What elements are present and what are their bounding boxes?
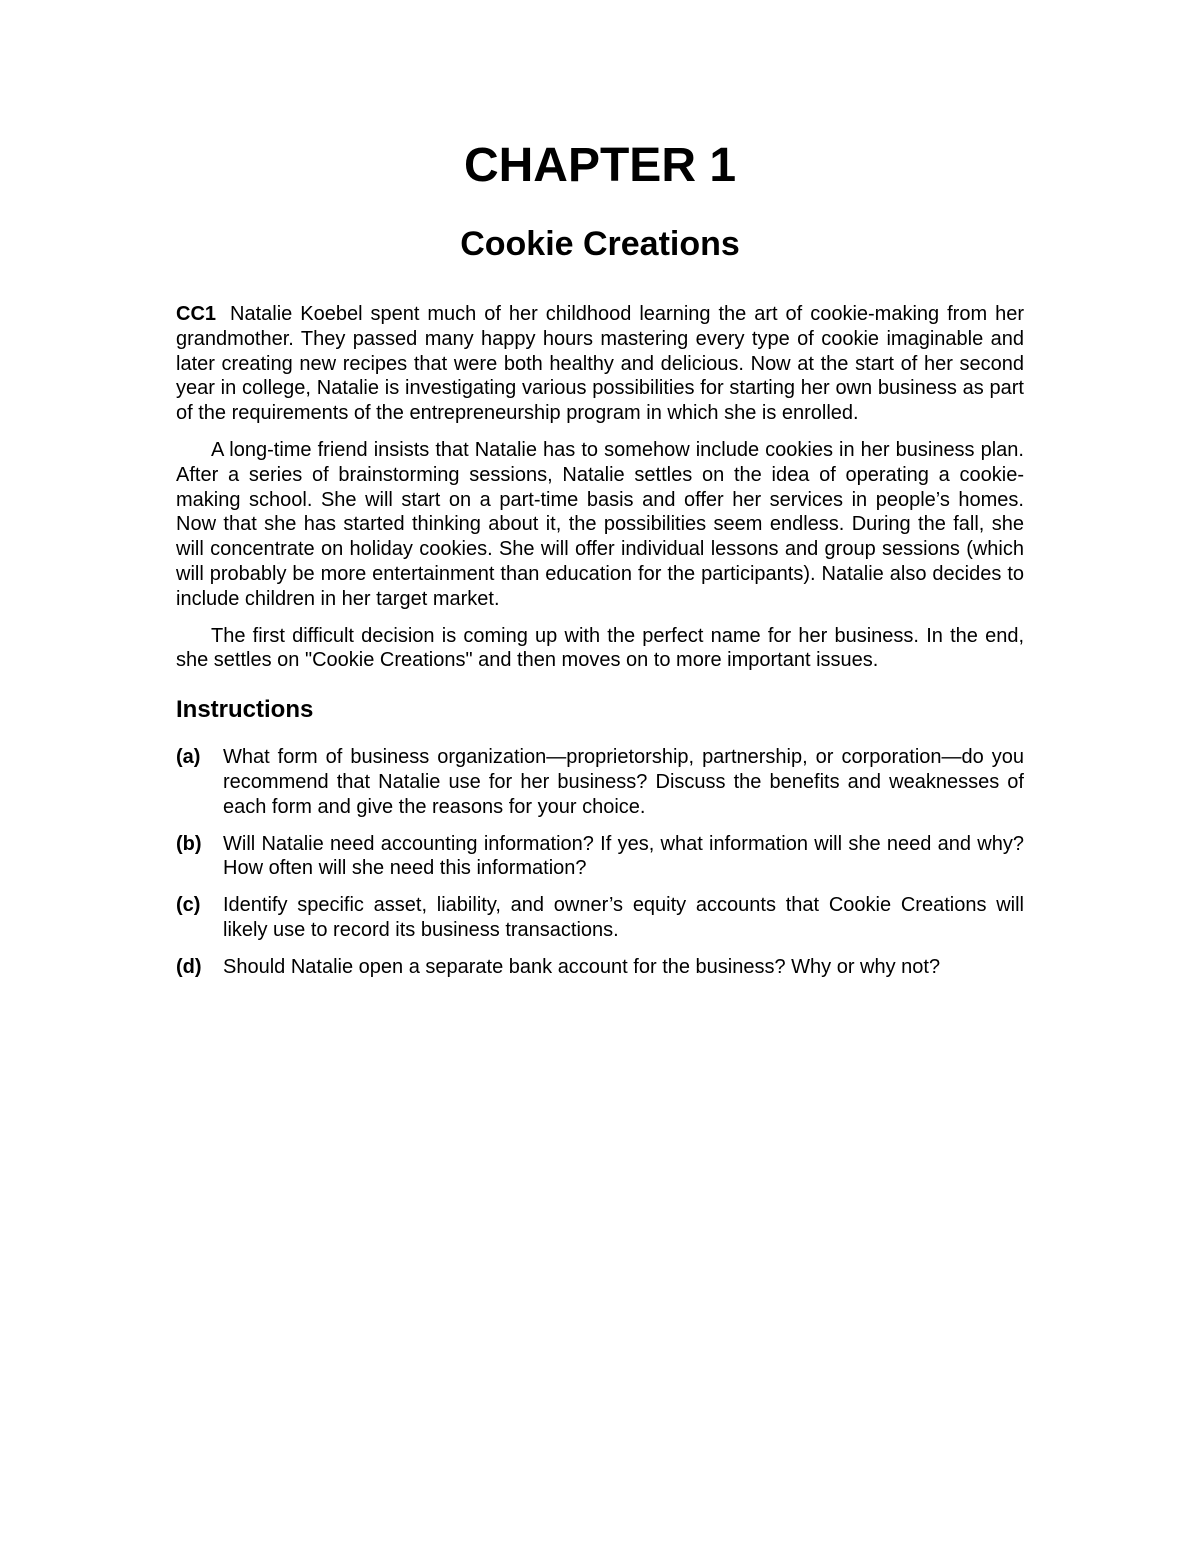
case-paragraph xyxy=(176,302,1024,426)
case-paragraph: The first difficult decision is coming up with the perfect name for her business. In the end, she settles on "Cookie Creations" and then moves on to more important issues. xyxy=(176,624,1024,672)
instruction-label: (b) xyxy=(176,832,202,855)
case-title: Cookie Creations xyxy=(460,225,740,263)
case-paragraph: A long-time friend insists that Natalie has to somehow include cookies in her business plan. After a series of brainstorming sessions, Natalie settles on the idea of operating a cookie-making school. She will start on a part-time basis and offer her services in people’s homes. Now that she has started thinking about it, the possibilities seem endless. During the fall, she will concentrate on holiday cookies. She will offer individual lessons and group sessions (which will probably be more entertainment than education for the participants). Natalie also decides to include children in her target market. xyxy=(176,438,1024,610)
instruction-item xyxy=(176,955,1024,980)
instruction-item xyxy=(176,893,1024,943)
instruction-item xyxy=(176,832,1024,882)
instruction-text: Will Natalie need accounting information? If yes, what information will she need and why? How often will she need this information? xyxy=(223,832,1024,880)
chapter-title: CHAPTER 1 xyxy=(463,139,737,192)
case-label: CC1 xyxy=(176,303,217,325)
instruction-label: (c) xyxy=(176,894,201,917)
instruction-label: (d) xyxy=(176,955,202,978)
instructions-heading: Instructions xyxy=(176,696,314,724)
instruction-text: Should Natalie open a separate bank account for the business? Why or why not? xyxy=(223,955,941,978)
instruction-label: (a) xyxy=(176,746,201,769)
case-body xyxy=(176,302,1024,992)
instruction-text: Identify specific asset, liability, and owner’s equity accounts that Cookie Creations will likely use to record its business transactions. xyxy=(223,894,1024,941)
instruction-text: What form of business organization—proprietorship, partnership, or corporation—do you recommend that Natalie use for her business? Discuss the benefits and weaknesses of each form and give the reasons for your choice. xyxy=(223,746,1024,818)
instructions-list xyxy=(176,745,1024,979)
case-paragraph-text: Natalie Koebel spent much of her childhood learning the art of cookie-making from her grandmother. They passed many happy hours mastering every type of cookie imaginable and later creating new recipes that were both healthy and delicious. Now at the start of her second year in college, Natalie is investigating various possibilities for starting her own business as part of the requirements of the entrepreneurship program in which she is enrolled. xyxy=(176,303,1024,425)
instruction-item xyxy=(176,745,1024,819)
